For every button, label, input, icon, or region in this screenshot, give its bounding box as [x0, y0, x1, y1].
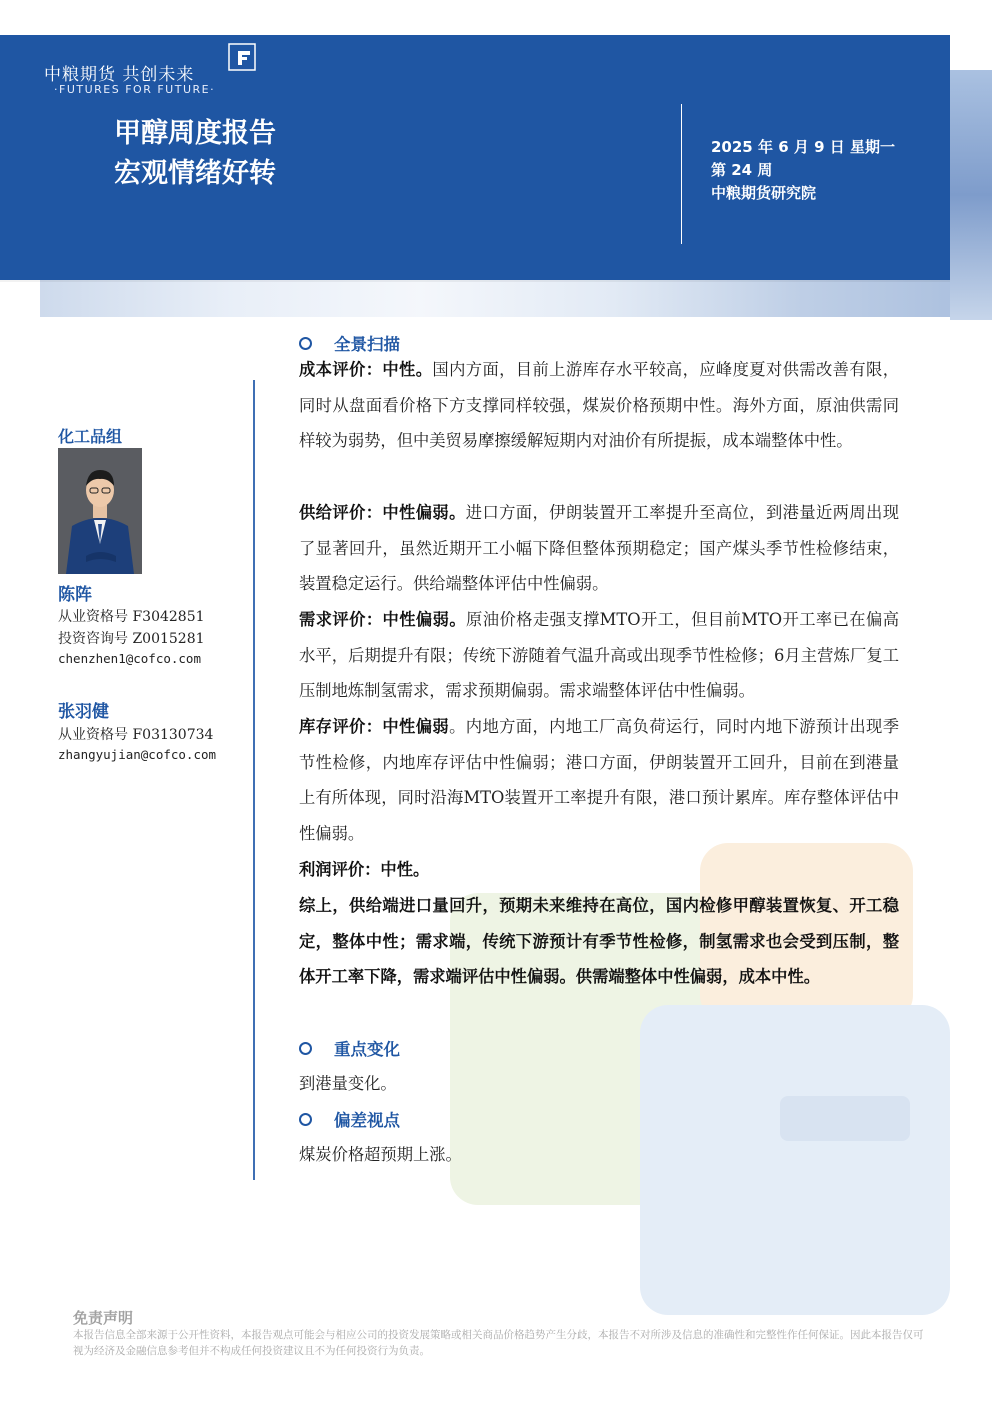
report-title-line-2: 宏观情绪好转	[114, 158, 276, 189]
analyst-photo	[58, 448, 142, 574]
disclaimer-title: 免责声明	[73, 1309, 134, 1327]
company-logo-icon	[228, 43, 256, 71]
report-institute: 中粮期货研究院	[711, 184, 817, 202]
report-date: 2025 年 6 月 9 日 星期一	[711, 138, 895, 156]
report-title-line-1: 甲醇周度报告	[114, 118, 276, 149]
decor-blue-bar	[780, 1096, 910, 1141]
paragraph-inventory: 库存评价：中性偏弱。内地方面，内地工厂高负荷运行，同时内地下游预计出现季节性检修，内地库存评估中性偏弱；港口方面，伊朗装置开工回升，目前在到港量上有所体现，同时沿海MTO装置开工率提升有限，港口预计累库。库存整体评估中性偏弱。	[299, 717, 899, 843]
section-heading-deviation: 偏差视点	[299, 1106, 400, 1132]
analyst-license-1: 从业资格号 F3042851	[58, 609, 205, 625]
section-heading-overview: 全景扫描	[299, 330, 400, 356]
header-background-image-right	[950, 70, 992, 320]
disclaimer-text: 本报告信息全部来源于公开性资料，本报告观点可能会与相应公司的投资发展策略或相关商品价格趋势产生分歧，本报告不对所涉及信息的准确性和完整性作任何保证。因此本报告仅可视为经济及金融信息参考但并不构成任何投资建议且不为任何投资行为负责。	[73, 1329, 924, 1357]
paragraph-cost: 成本评价：中性。国内方面，目前上游库存水平较高，应峰度夏对供需改善有限，同时从盘面看价格下方支撑同样较强，煤炭价格预期中性。海外方面，原油供需同样较为弱势，但中美贸易摩擦缓解短期内对油价有所提振，成本端整体中性。	[299, 360, 899, 451]
analyst-advisory-1: 投资咨询号 Z0015281	[58, 631, 205, 647]
paragraph-profit: 利润评价：中性。	[299, 860, 430, 879]
report-week: 第 24 周	[711, 161, 773, 179]
sidebar-divider	[253, 380, 255, 1180]
circle-bullet-icon	[299, 337, 312, 350]
company-logo-text: 中粮期货 共创未来	[44, 65, 195, 85]
paragraph-demand: 需求评价：中性偏弱。原油价格走强支撑MTO开工，但目前MTO开工率已在偏高水平，后期提升有限；传统下游随着气温升高或出现季节性检修；6月主营炼厂复工压制地炼制氢需求，需求预期偏弱。需求端整体评估中性偏弱。	[299, 610, 899, 701]
header-divider	[681, 104, 682, 244]
analyst-email-1[interactable]: chenzhen1@cofco.com	[58, 651, 201, 666]
paragraph-changes: 到港量变化。	[299, 1074, 397, 1093]
circle-bullet-icon	[299, 1113, 312, 1126]
paragraph-summary: 综上，供给端进口量回升，预期未来维持在高位，国内检修甲醇装置恢复、开工稳定，整体中性；需求端，传统下游预计有季节性检修，制氢需求也会受到压制，整体开工率下降，需求端评估中性偏弱。供需端整体中性偏弱，成本中性。	[299, 896, 899, 987]
section-heading-changes: 重点变化	[299, 1035, 400, 1061]
paragraph-deviation: 煤炭价格超预期上涨。	[299, 1145, 462, 1164]
analyst-license-2: 从业资格号 F03130734	[58, 727, 214, 743]
circle-bullet-icon	[299, 1042, 312, 1055]
analyst-group-title: 化工品组	[58, 427, 123, 446]
analyst-email-2[interactable]: zhangyujian@cofco.com	[58, 747, 217, 762]
company-logo-subtitle: ·FUTURES FOR FUTURE·	[54, 83, 216, 96]
analyst-name-2: 张羽健	[58, 702, 109, 722]
analyst-name-1: 陈阵	[58, 585, 92, 605]
paragraph-supply: 供给评价：中性偏弱。进口方面，伊朗装置开工率提升至高位，到港量近两周出现了显著回升，虽然近期开工小幅下降但整体预期稳定；国产煤头季节性检修结束，装置稳定运行。供给端整体评估中性偏弱。	[299, 503, 899, 594]
report-title	[114, 114, 276, 194]
report-meta	[711, 136, 895, 205]
person-avatar-icon	[58, 448, 142, 574]
